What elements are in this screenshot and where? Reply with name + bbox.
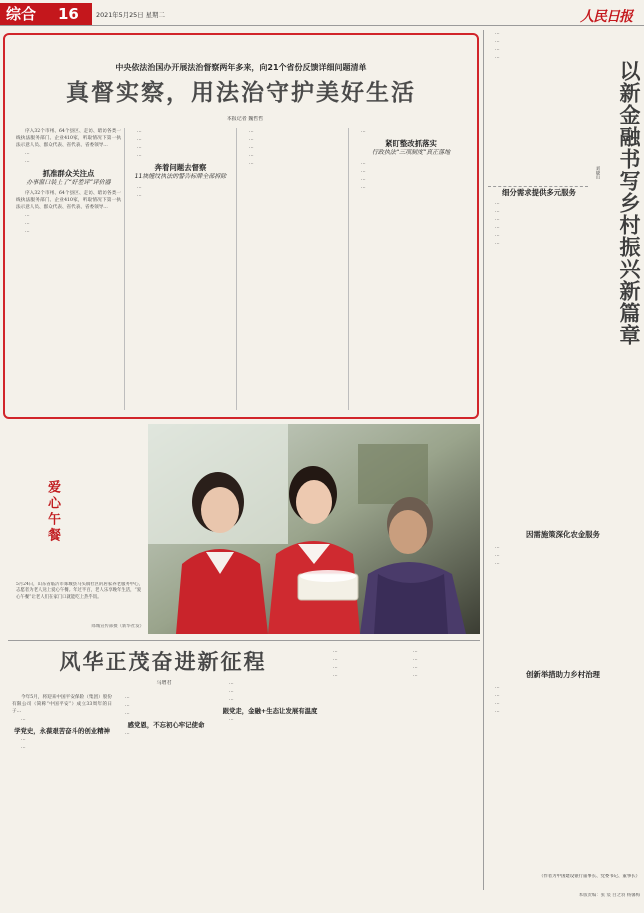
paragraph: …: [249, 137, 254, 142]
paragraph: …: [495, 709, 500, 714]
paragraph: …: [21, 745, 26, 750]
paragraph: …: [361, 169, 366, 174]
paragraph: …: [125, 703, 130, 708]
paragraph: …: [229, 689, 234, 694]
paragraph: 序入32个市州、64个县区、走访、暗访各类一线执法服务部门、企业410家，听取情况下第一执法示意人员、群众代表、省代表、省委领导…: [16, 129, 121, 148]
paragraph: …: [495, 233, 500, 238]
bottom-story-byline: 马增君: [156, 680, 172, 686]
lead-column-3: [240, 128, 345, 410]
side-subhead-1: 细分需求提供多元服务: [502, 188, 576, 197]
paragraph: …: [333, 657, 338, 662]
paragraph: …: [495, 31, 500, 36]
side-subhead-2: 因需施策深化农金服务: [526, 530, 600, 539]
paragraph: …: [21, 717, 26, 722]
paragraph: …: [495, 241, 500, 246]
paragraph: …: [229, 717, 234, 722]
paragraph: …: [413, 665, 418, 670]
paragraph: …: [495, 47, 500, 52]
lead-column-2: [128, 128, 233, 410]
paragraph: …: [137, 137, 142, 142]
paragraph: …: [495, 55, 500, 60]
paragraph: …: [137, 145, 142, 150]
paragraph: …: [137, 193, 142, 198]
paragraph: …: [333, 649, 338, 654]
paragraph: …: [25, 159, 30, 164]
subhead-title: 紧盯整改抓落实: [385, 139, 437, 148]
paragraph: …: [25, 151, 30, 156]
news-photo: [148, 424, 480, 634]
subhead-title: 跟党走，金融+生态让发展有温度: [222, 707, 318, 715]
paragraph: …: [361, 161, 366, 166]
photo-feature-title: 爱心午餐: [45, 480, 60, 544]
paragraph: …: [137, 185, 142, 190]
paragraph: …: [413, 657, 418, 662]
side-column-2: [486, 200, 640, 525]
paragraph: …: [495, 561, 500, 566]
paragraph: …: [249, 145, 254, 150]
paper-name-logo: 人民日报: [580, 9, 632, 25]
paragraph: 今年5月，将迎来中国平安保险（集团）股份有限公司（简称“中国平安”）成立33周年的日子…: [12, 695, 112, 714]
date-line: 2021年5月25日 星期二: [96, 11, 165, 19]
section-label: 综合: [6, 5, 37, 23]
lead-column-4: [352, 128, 470, 410]
editor-line: 本版责编：张 宸 白之羽 杨馨梅: [578, 893, 640, 898]
side-story-headline-text: 以新金融书写乡村振兴新篇章: [617, 60, 641, 346]
side-column-1: [486, 30, 592, 185]
column-divider: [348, 128, 349, 410]
masthead-rule: [0, 25, 644, 26]
subhead-title: 抓准群众关注点: [42, 169, 95, 178]
paragraph: …: [229, 697, 234, 702]
paragraph: …: [495, 39, 500, 44]
photo-caption: 5月24日，山东省临沂市郯城县马头镇社区的居家养老服务中心，志愿者为老人送上爱心午餐。年过半百，老人乐享晚年生活，“爱心午餐”让老人们在家门口就能吃上热乎饭。: [16, 582, 143, 600]
paragraph: …: [495, 225, 500, 230]
photo-illustration: [148, 424, 480, 634]
bottom-column-5: [404, 648, 480, 900]
subhead-title: 学党史，永葆艰苦奋斗的创业精神: [14, 727, 110, 735]
paragraph: …: [25, 221, 30, 226]
column-divider: [124, 128, 125, 410]
subhead-subtitle: 行政执法“三项制度”真正落地: [371, 149, 451, 156]
lead-story-headline: 真督实察，用法治守护美好生活: [66, 80, 416, 106]
subhead-subtitle: 办事窗口装上了“好差评”评价器: [26, 179, 111, 186]
paragraph: …: [249, 153, 254, 158]
page-number: 16: [58, 5, 79, 23]
paragraph: …: [495, 545, 500, 550]
paragraph: …: [361, 185, 366, 190]
paragraph: …: [333, 665, 338, 670]
paragraph: …: [333, 673, 338, 678]
paragraph: …: [495, 685, 500, 690]
bottom-column-4: [324, 648, 400, 900]
bottom-column-2: [116, 694, 216, 900]
side-story-footnote: （作者为中国建设银行董事长、党委书记、董事长）: [539, 874, 640, 879]
side-subhead-3: 创新举措助力乡村治理: [526, 670, 600, 679]
paragraph: …: [495, 701, 500, 706]
lead-story-kicker: 中央依法治国办开展法治督察两年多来，向21个省份反馈详细问题清单: [115, 63, 367, 72]
paragraph: …: [21, 737, 26, 742]
paragraph: …: [495, 693, 500, 698]
bottom-story-headline: 风华正茂奋进新征程: [59, 650, 267, 674]
side-story-byline: 刘晓山: [594, 166, 600, 180]
side-column-4: [486, 684, 640, 864]
paragraph: …: [137, 153, 142, 158]
paragraph: …: [361, 177, 366, 182]
bottom-column-3: [220, 680, 320, 900]
lead-story-byline: 本报记者 魏哲哲: [226, 116, 264, 122]
bottom-column-1: [12, 694, 112, 900]
subhead-title: 奔着问题去督察: [154, 163, 207, 172]
masthead: [0, 0, 644, 26]
paragraph: …: [125, 711, 130, 716]
paragraph: …: [413, 649, 418, 654]
paragraph: …: [137, 129, 142, 134]
photo-credit: 郯城宣传部摄（新华社发）: [91, 624, 144, 629]
paragraph: …: [125, 731, 130, 736]
paragraph: …: [495, 209, 500, 214]
subhead-title: 感党恩，不忘初心牢记使命: [127, 721, 205, 729]
paragraph: …: [25, 213, 30, 218]
paragraph: …: [495, 553, 500, 558]
paragraph: …: [495, 201, 500, 206]
side-story-divider: [483, 30, 484, 890]
photo-feature-title-vertical: [40, 480, 62, 560]
paragraph: 序入32个市州、64个县区、走访、暗访各类一线执法服务部门、企业410家，听取情况下第一执法示意人员、群众代表、省代表、省委领导…: [16, 191, 121, 210]
paragraph: …: [25, 229, 30, 234]
lead-column-1: [16, 128, 121, 408]
paragraph: …: [249, 129, 254, 134]
subhead-subtitle: 11块缠纹执法的警告标牌全部拆除: [134, 173, 227, 180]
section-divider: [488, 186, 588, 187]
side-column-3: [486, 544, 640, 664]
paragraph: …: [495, 217, 500, 222]
paragraph: …: [413, 673, 418, 678]
bottom-story-top-rule: [8, 640, 480, 641]
column-divider: [236, 128, 237, 410]
paragraph: …: [229, 681, 234, 686]
paragraph: …: [249, 161, 254, 166]
paragraph: …: [125, 695, 130, 700]
paragraph: …: [361, 129, 366, 134]
